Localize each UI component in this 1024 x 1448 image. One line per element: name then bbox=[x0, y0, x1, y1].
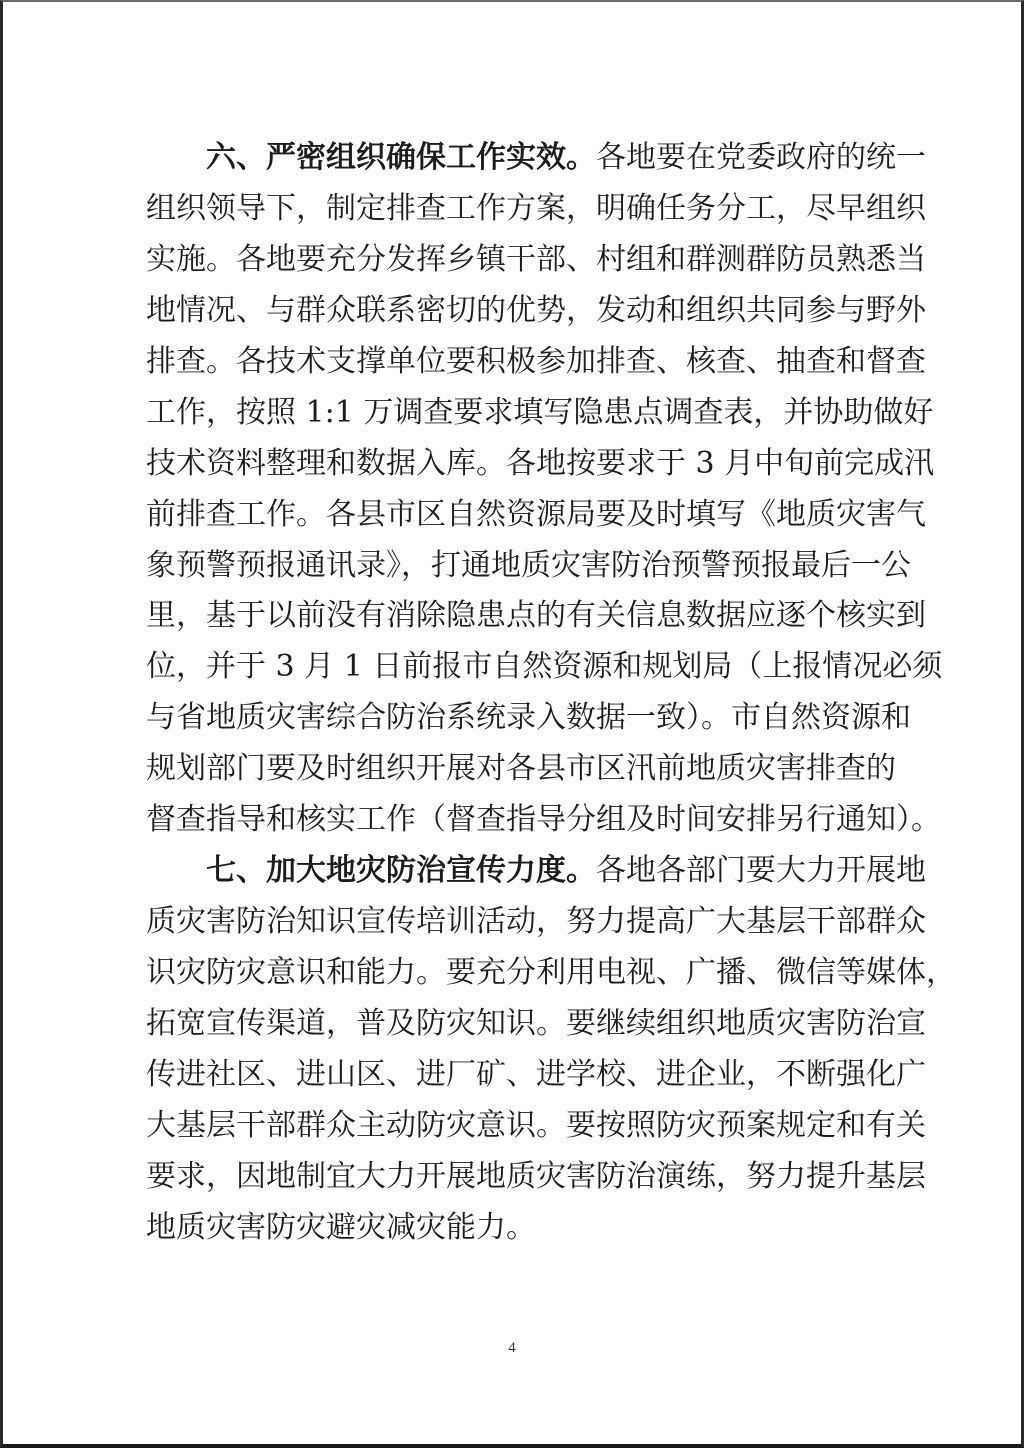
page-number: 4 bbox=[508, 1340, 516, 1356]
text-line: 与省地质灾害综合防治系统录入数据一致）。市自然资源和 bbox=[146, 700, 911, 736]
text-line: 拓宽宣传渠道，普及防灾知识。要继续组织地质灾害防治宣 bbox=[146, 1005, 926, 1041]
text-line: 质灾害防治知识宣传培训活动，努力提高广大基层干部群众 bbox=[146, 904, 926, 940]
text-line: 技术资料整理和数据入库。各地按要求于 3 月中旬前完成汛 bbox=[146, 445, 935, 481]
text-line: 督查指导和核实工作（督查指导分组及时间安排另行通知）。 bbox=[146, 802, 941, 838]
text-line: 组织领导下，制定排查工作方案，明确任务分工，尽早组织 bbox=[146, 190, 926, 226]
text-line: 实施。各地要充分发挥乡镇干部、村组和群测群防员熟悉当 bbox=[146, 241, 926, 277]
section-6-text-run: 各地要在党委政府的统一 bbox=[596, 140, 926, 175]
text-line: 工作，按照 1:1 万调查要求填写隐患点调查表，并协助做好 bbox=[146, 394, 934, 430]
text-line: 象预警预报通讯录》，打通地质灾害防治预警预报最后一公 bbox=[146, 547, 911, 583]
text-line: 识灾防灾意识和能力。要充分利用电视、广播、微信等媒体， bbox=[146, 955, 956, 990]
text-line: 前排查工作。各县市区自然资源局要及时填写《地质灾害气 bbox=[146, 496, 926, 532]
document-body bbox=[146, 133, 956, 1254]
text-line: 大基层干部群众主动防灾意识。要按照防灾预案规定和有关 bbox=[146, 1107, 926, 1143]
section-7-first-line bbox=[146, 846, 926, 897]
text-line: 排查。各技术支撑单位要积极参加排查、核查、抽查和督查 bbox=[146, 343, 926, 379]
text-line: 里，基于以前没有消除隐患点的有关信息数据应逐个核实到 bbox=[146, 598, 926, 634]
section-6-first-line bbox=[146, 133, 926, 184]
section-6-heading: 六、严密组织确保工作实效。 bbox=[206, 140, 596, 175]
section-7-heading: 七、加大地灾防治宣传力度。 bbox=[206, 853, 596, 889]
text-line: 传进社区、进山区、进厂矿、进学校、进企业，不断强化广 bbox=[146, 1056, 926, 1092]
text-line: 位，并于 3 月 1 日前报市自然资源和规划局（上报情况必须 bbox=[146, 649, 943, 685]
text-line: 规划部门要及时组织开展对各县市区汛前地质灾害排查的 bbox=[146, 751, 896, 787]
section-7-text-run: 各地各部门要大力开展地 bbox=[596, 853, 926, 889]
text-line: 地情况、与群众联系密切的优势，发动和组织共同参与野外 bbox=[146, 292, 926, 328]
text-line: 地质灾害防灾避灾减灾能力。 bbox=[146, 1209, 536, 1245]
text-line: 要求，因地制宜大力开展地质灾害防治演练，努力提升基层 bbox=[146, 1158, 926, 1194]
